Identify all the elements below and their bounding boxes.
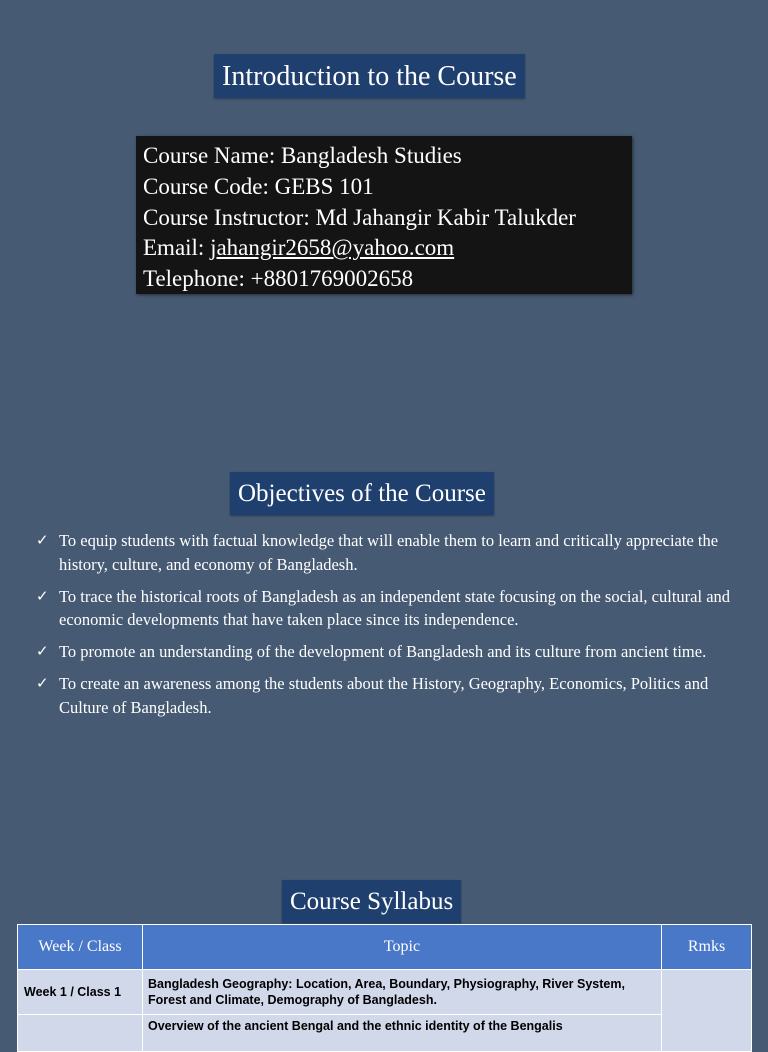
table-row bbox=[18, 970, 752, 1015]
intro-title: Introduction to the Course bbox=[214, 54, 525, 98]
objective-text: To trace the historical roots of Bangladesh as an independent state focusing on the social, cultural and economic developments that have taken place since its independence. bbox=[59, 586, 731, 629]
remarks-header: Rmks bbox=[662, 925, 752, 970]
topic-cell: Bangladesh Geography: Location, Area, Boundary, Physiography, River System, Forest and Climate, Demography of Bangladesh. bbox=[143, 970, 662, 1015]
objective-text: To equip students with factual knowledge that will enable them to learn and critically appreciate the history, culture, and economy of Bangladesh. bbox=[59, 531, 719, 574]
course-name: Course Name: Bangladesh Studies bbox=[143, 143, 462, 168]
remarks-cell bbox=[662, 970, 752, 1052]
table-row bbox=[18, 1015, 752, 1052]
topic-cell: Overview of the ancient Bengal and the ethnic identity of the Bengalis bbox=[143, 1015, 662, 1052]
objective-text: To create an awareness among the students about the History, Geography, Economics, Politics and Culture of Bangladesh. bbox=[59, 674, 709, 717]
week-cell: Week 1 / Class 1 bbox=[18, 970, 143, 1015]
week-class-header: Week / Class bbox=[18, 925, 143, 970]
objectives-title: Objectives of the Course bbox=[230, 472, 494, 515]
checkmark-icon: ✓ bbox=[36, 531, 49, 549]
objective-item bbox=[36, 672, 736, 719]
email-label: Email: bbox=[143, 235, 211, 261]
objectives-list bbox=[36, 529, 736, 728]
course-instructor: Course Instructor: Md Jahangir Kabir Talukder bbox=[143, 204, 576, 230]
course-code: Course Code: GEBS 101 bbox=[143, 173, 374, 199]
topic-header: Topic bbox=[143, 925, 662, 970]
syllabus-table bbox=[17, 924, 752, 1052]
course-info-box bbox=[136, 136, 632, 294]
email-link[interactable]: jahangir2658@yahoo.com bbox=[210, 235, 455, 261]
checkmark-icon: ✓ bbox=[36, 586, 49, 605]
checkmark-icon: ✓ bbox=[36, 642, 49, 660]
email-line bbox=[143, 233, 632, 264]
objective-item bbox=[36, 585, 736, 632]
objective-text: To promote an understanding of the development of Bangladesh and its culture from ancient time. bbox=[59, 642, 707, 661]
telephone: Telephone: +8801769002658 bbox=[143, 266, 414, 292]
table-header-row bbox=[18, 925, 752, 970]
objective-item bbox=[36, 529, 736, 576]
week-cell bbox=[18, 1015, 143, 1052]
objective-item bbox=[36, 640, 736, 664]
syllabus-title: Course Syllabus bbox=[282, 880, 461, 923]
checkmark-icon: ✓ bbox=[36, 674, 49, 692]
